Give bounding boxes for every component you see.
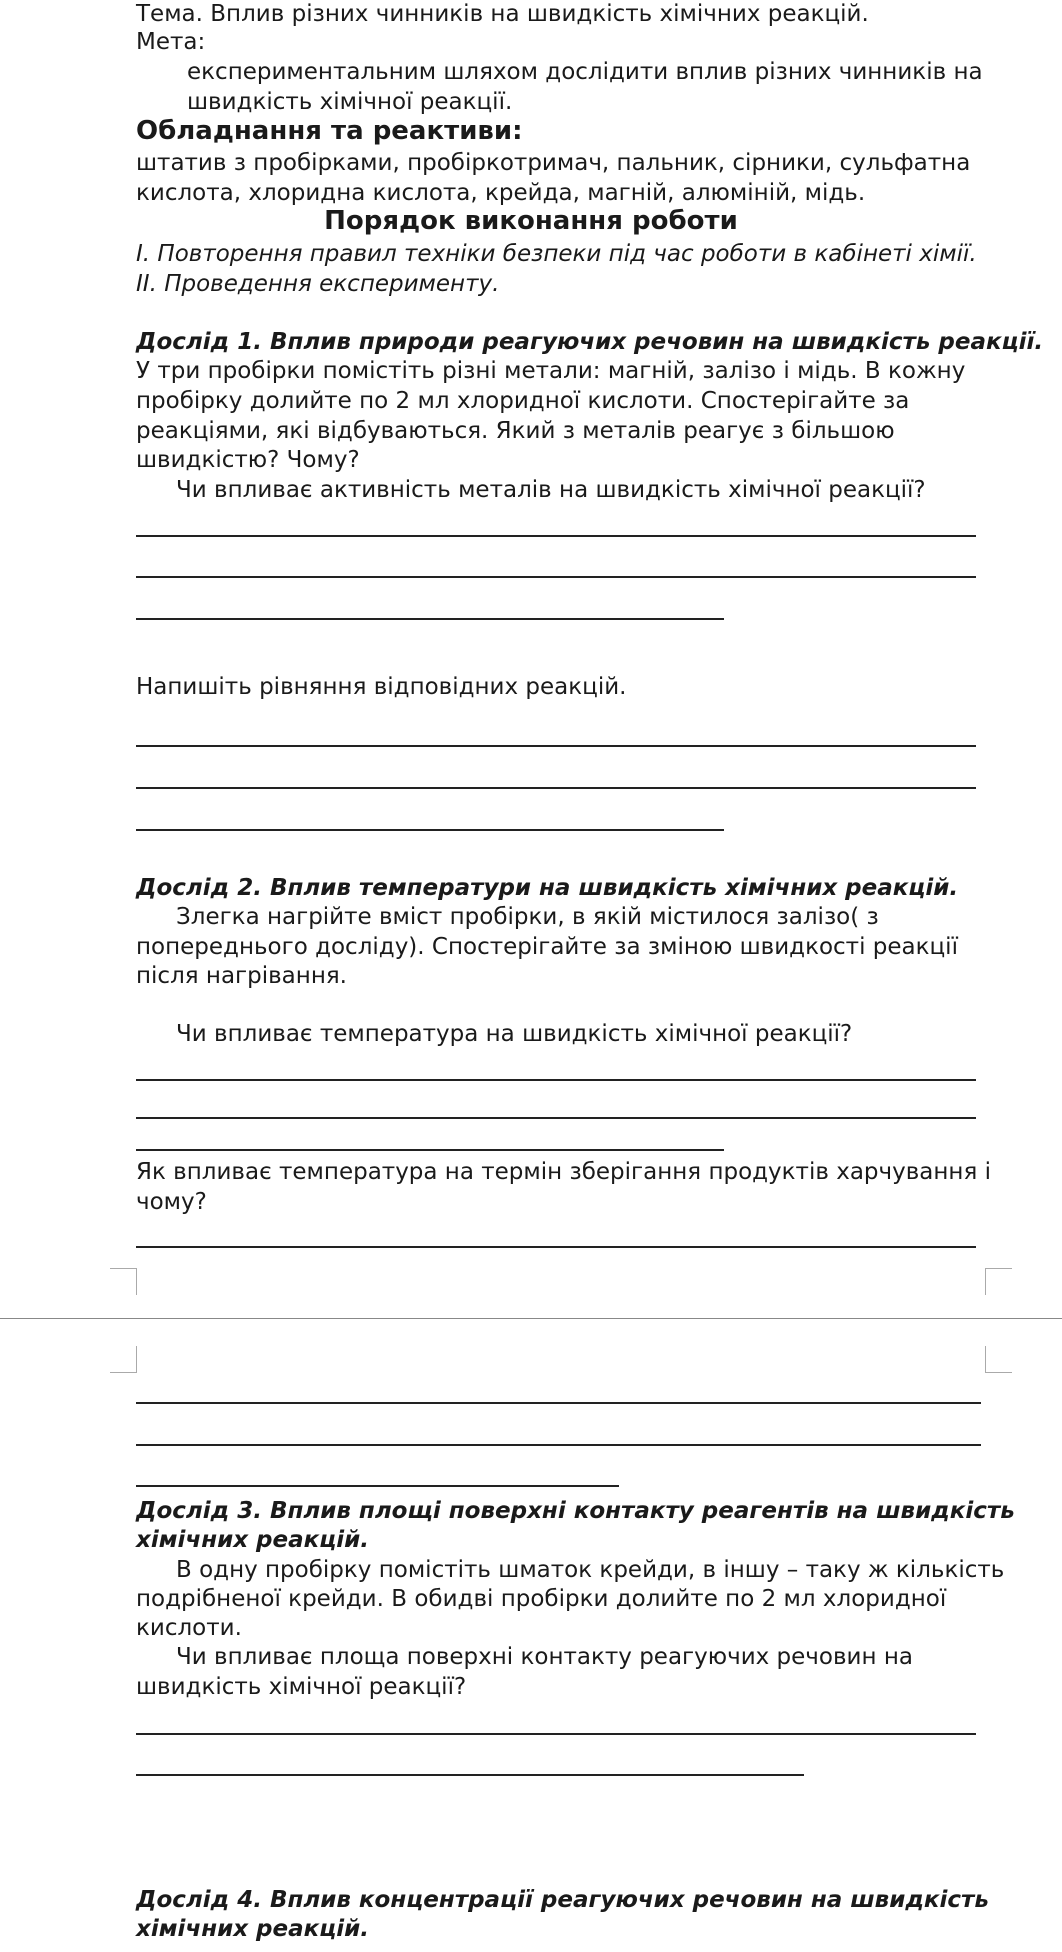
page-break xyxy=(0,1318,1062,1319)
exp2-title: Дослід 2. Вплив температури на швидкість хімічних реакцій. xyxy=(136,875,959,901)
exp1-line: швидкістю? Чому? xyxy=(136,447,360,473)
equipment-heading: Обладнання та реактиви: xyxy=(136,116,523,146)
exp2-question: Чи впливає температура на швидкість хімічної реакції? xyxy=(176,1021,853,1047)
exp3-line: В одну пробірку помістіть шматок крейди, в іншу – таку ж кількість xyxy=(176,1557,1005,1583)
equipment-line: штатив з пробірками, пробіркотримач, пальник, сірники, сульфатна xyxy=(136,150,971,176)
exp1-line: пробірку долийте по 2 мл хлоридної кислоти. Спостерігайте за xyxy=(136,388,910,414)
exp1-question: Чи впливає активність металів на швидкість хімічної реакції? xyxy=(176,477,926,503)
page-corner-mark xyxy=(110,1346,137,1373)
answer-line xyxy=(136,787,976,789)
goal-line: експериментальним шляхом дослідити вплив різних чинників на xyxy=(187,59,983,85)
step-2: ІІ. Проведення експерименту. xyxy=(136,271,500,297)
exp3-title-line: Дослід 3. Вплив площі поверхні контакту реагентів на швидкість xyxy=(136,1498,1015,1524)
page-corner-mark xyxy=(110,1268,137,1295)
answer-line xyxy=(136,576,976,578)
exp1-title: Дослід 1. Вплив природи реагуючих речовин на швидкість реакції. xyxy=(136,329,1044,355)
topic: Тема. Вплив різних чинників на швидкість хімічних реакцій. xyxy=(136,1,869,27)
exp3-line: кислоти. xyxy=(136,1615,242,1641)
answer-line xyxy=(136,1774,804,1776)
exp2-line: після нагрівання. xyxy=(136,963,347,989)
exp3-question-line: швидкість хімічної реакції? xyxy=(136,1674,467,1700)
exp4-title-line: Дослід 4. Вплив концентрації реагуючих речовин на швидкість xyxy=(136,1887,989,1913)
answer-line xyxy=(136,535,976,537)
exp1-line: У три пробірки помістіть різні метали: магній, залізо і мідь. В кожну xyxy=(136,358,966,384)
answer-line xyxy=(136,1079,976,1081)
page-corner-mark xyxy=(985,1346,1012,1373)
exp3-title-line: хімічних реакцій. xyxy=(136,1527,370,1553)
answer-line xyxy=(136,1246,976,1248)
answer-line xyxy=(136,829,724,831)
answer-line xyxy=(136,1444,981,1446)
exp2-line: Злегка нагрійте вміст пробірки, в якій містилося залізо( з xyxy=(176,904,879,930)
step-1: І. Повторення правил техніки безпеки під час роботи в кабінеті хімії. xyxy=(136,241,977,267)
goal-line: швидкість хімічної реакції. xyxy=(187,89,513,115)
exp2-question2-line: чому? xyxy=(136,1189,207,1215)
answer-line xyxy=(136,745,976,747)
goal-label: Мета: xyxy=(136,29,206,55)
page-corner-mark xyxy=(985,1268,1012,1295)
answer-line xyxy=(136,1402,981,1404)
answer-line xyxy=(136,1149,724,1151)
answer-line xyxy=(136,1733,976,1735)
exp2-line: попереднього досліду). Спостерігайте за зміною швидкості реакції xyxy=(136,934,958,960)
answer-line xyxy=(136,618,724,620)
equipment-line: кислота, хлоридна кислота, крейда, магній, алюміній, мідь. xyxy=(136,180,866,206)
exp4-title-line: хімічних реакцій. xyxy=(136,1916,370,1942)
exp1-equations-prompt: Напишіть рівняння відповідних реакцій. xyxy=(136,674,627,700)
procedure-heading: Порядок виконання роботи xyxy=(324,206,738,236)
exp1-line: реакціями, які відбуваються. Який з металів реагує з більшою xyxy=(136,418,895,444)
answer-line xyxy=(136,1117,976,1119)
exp3-line: подрібненої крейди. В обидві пробірки долийте по 2 мл хлоридної xyxy=(136,1586,947,1612)
exp2-question2-line: Як впливає температура на термін зберігання продуктів харчування і xyxy=(136,1159,991,1185)
answer-line xyxy=(136,1485,619,1487)
exp3-question-line: Чи впливає площа поверхні контакту реагуючих речовин на xyxy=(176,1644,913,1670)
